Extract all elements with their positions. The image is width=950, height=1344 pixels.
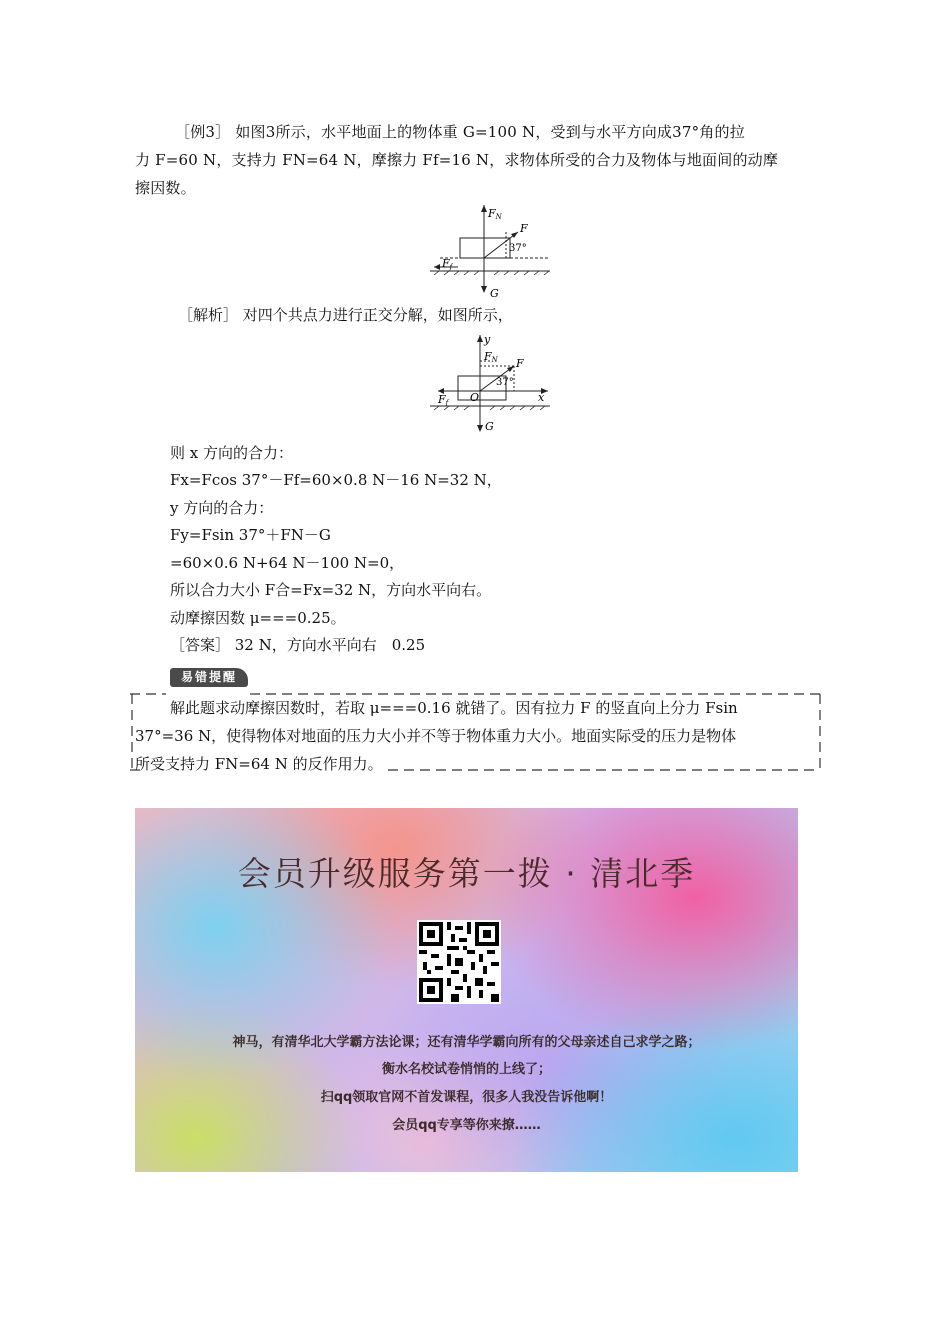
solution-line-1: 则 x 方向的合力： bbox=[170, 444, 293, 462]
example-label: ［例3］ bbox=[175, 123, 231, 141]
fig2-f-label: F bbox=[516, 357, 524, 370]
fig2-angle-label: 37° bbox=[496, 377, 514, 388]
solution-line-2: Fx=Fcos 37°－Ff=60×0.8 N－16 N=32 N， bbox=[170, 471, 502, 489]
common-mistake-tag: 易错提醒 bbox=[170, 668, 248, 687]
banner-line-4: 会员qq专享等你来撩…… bbox=[392, 1118, 541, 1133]
fig2-y-axis-label: y bbox=[484, 333, 491, 346]
solution-line-7: 动摩擦因数 μ===0.25。 bbox=[170, 609, 346, 627]
membership-banner[interactable] bbox=[135, 808, 798, 1172]
qr-code-icon[interactable] bbox=[417, 920, 501, 1004]
force-diagram-2 bbox=[430, 333, 560, 433]
solution-line-3: y 方向的合力： bbox=[170, 499, 274, 517]
example-line-3: 擦因数。 bbox=[135, 179, 196, 197]
force-diagram-1 bbox=[430, 205, 560, 300]
analysis-label: ［解析］ bbox=[178, 306, 239, 324]
warning-line-3: 所受支持力 FN=64 N 的反作用力。 bbox=[135, 755, 383, 773]
solution-line-6: 所以合力大小 F合=Fx=32 N，方向水平向右。 bbox=[170, 581, 492, 599]
analysis-text: 对四个共点力进行正交分解，如图所示， bbox=[242, 306, 513, 324]
fig1-g-label: G bbox=[490, 287, 499, 300]
analysis-line bbox=[178, 304, 513, 326]
warning-line-2: 37°=36 N，使得物体对地面的压力大小并不等于物体重力大小。地面实际受的压力是物体 bbox=[135, 727, 737, 745]
fig2-origin-label: O bbox=[470, 391, 480, 404]
answer-line: ［答案］ 32 N，方向水平向右 0.25 bbox=[170, 636, 426, 654]
fig2-fn-label: FN bbox=[484, 350, 498, 364]
example-paragraph bbox=[135, 118, 817, 202]
fig1-f-label: F bbox=[520, 222, 528, 235]
warning-line-1: 解此题求动摩擦因数时，若取 μ===0.16 就错了。因有拉力 F 的竖直向上分力 Fsin bbox=[170, 699, 738, 717]
banner-line-2: 衡水名校试卷悄悄的上线了； bbox=[381, 1062, 551, 1077]
example-line-1: 如图3所示，水平地面上的物体重 G=100 N，受到与水平方向成37°角的拉 bbox=[235, 123, 745, 141]
fig1-angle-label: 37° bbox=[509, 243, 527, 254]
banner-title: 会员升级服务第一拨 · 清北季 bbox=[237, 854, 696, 893]
example-line-2: 力 F=60 N，支持力 FN=64 N，摩擦力 Ff=16 N，求物体所受的合力及物体与地面间的动摩 bbox=[135, 151, 779, 169]
warning-text bbox=[135, 694, 817, 778]
banner-line-3: 扫qq领取官网不首发课程，很多人我没告诉他啊！ bbox=[320, 1090, 613, 1105]
solution-line-4: Fy=Fsin 37°＋FN－G bbox=[170, 526, 331, 544]
fig1-ff-label: Ff bbox=[442, 257, 453, 271]
fig1-fn-label: FN bbox=[488, 207, 502, 221]
fig2-ff-label: Ff bbox=[438, 393, 449, 407]
fig2-x-axis-label: x bbox=[538, 391, 545, 404]
banner-line-1: 神马，有清华北大学霸方法论课；还有清华学霸向所有的父母亲述自己求学之路； bbox=[232, 1035, 701, 1050]
solution-line-5: =60×0.6 N+64 N－100 N=0， bbox=[170, 554, 405, 572]
fig2-g-label: G bbox=[485, 420, 494, 433]
